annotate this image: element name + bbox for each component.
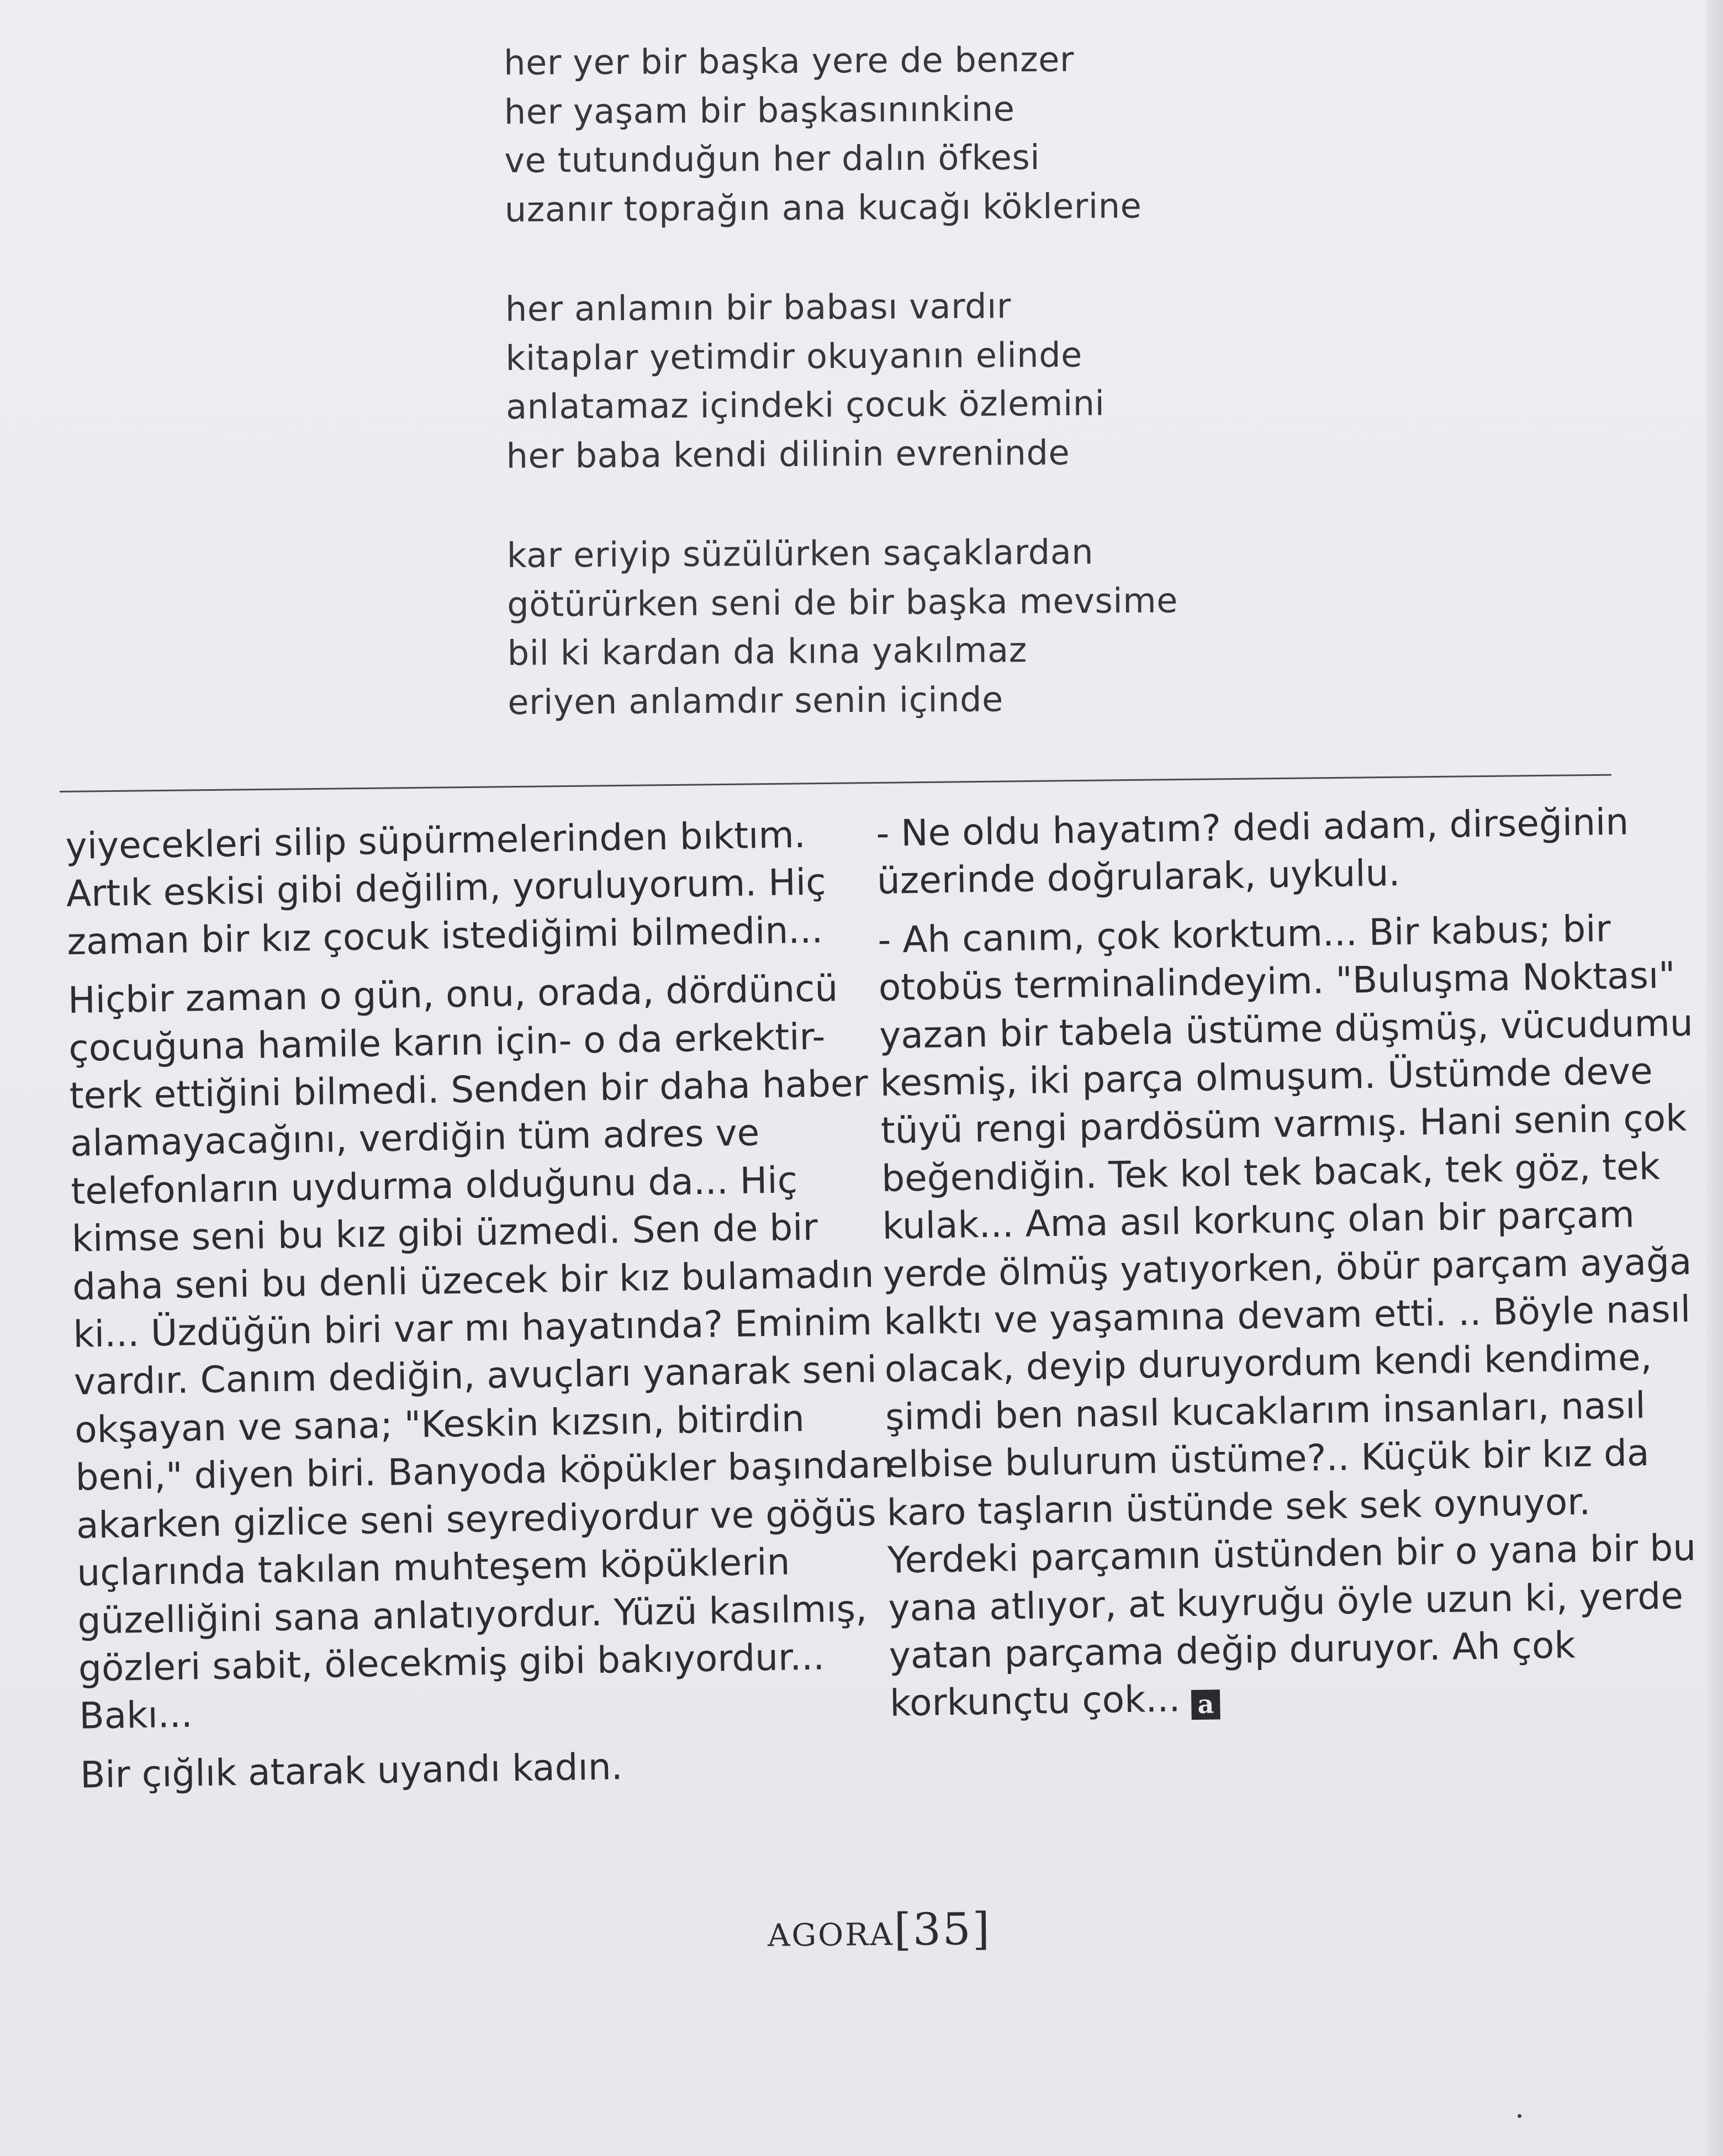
poem-line: ve tutunduğun her dalın öfkesi [504,137,1040,181]
text-line: kesmiş, iki parça olmuşum. Üstümde deve [879,1049,1653,1105]
poem-line: eriyen anlamdır senin içinde [508,678,1004,722]
text-line: Bakı... [78,1693,193,1738]
text-line: alamayacağını, verdiğin tüm adres ve [70,1111,760,1165]
text-line: vardır. Canım dediğin, avuçları yanarak seni [73,1348,878,1404]
magazine-name: agora [767,1904,895,1957]
text-line: üzerinde doğrularak, uykulu. [876,852,1400,903]
section-divider-rule [60,774,1611,792]
story-columns [65,797,1696,1796]
poem-line: her yaşam bir başkasınınkine [504,88,1015,132]
text-line: çocuğuna hamile karın için- o da erkektir- [68,1015,826,1070]
right-column [876,797,1696,1738]
poem-line: götürürken seni de bir başka mevsime [507,580,1178,625]
paper-speck [1518,2114,1521,2118]
text-line: gözleri sabit, ölecekmiş gibi bakıyordur... [78,1635,825,1690]
text-line: elbise bulurum üstüme?.. Küçük bir kız da [885,1431,1650,1487]
poem-line: her anlamın bir babası vardır [505,286,1012,329]
paragraph [67,965,895,1741]
text-line: Bir çığlık atarak uyandı kadın. [80,1745,623,1796]
text-line: kalktı ve yaşamına devam etti. .. Böyle nasıl [883,1287,1691,1343]
poem-line: her baba kendi dilinin evreninde [506,432,1070,476]
text-line: kimse seni bu kız gibi üzmedi. Sen de bir [71,1206,818,1261]
text-line: tüyü rengi pardösüm varmış. Hani senin çok [880,1097,1687,1153]
text-line: korkunçtu çok... [889,1677,1181,1725]
text-line: kulak... Ama asıl korkunç olan bir parçam [882,1193,1635,1248]
text-line: zaman bir kız çocuk istediğimi bilmedin... [66,908,823,963]
text-line: Artık eskisi gibi değilim, yoruluyorum. Hiç [66,860,826,916]
paragraph [80,1739,875,1799]
page-edge [1706,0,1723,2156]
poem-line: anlatamaz içindeki çocuk özlemini [505,383,1105,427]
poem-line: kar eriyip süzülürken saçaklardan [506,531,1094,575]
text-line: uçlarında takılan muhteşem köpüklerin [76,1540,790,1594]
poem-stanza-2 [505,280,1280,480]
poem-line: uzanır toprağın ana kucağı köklerine [504,185,1142,230]
paragraph [876,797,1684,906]
text-line: Hiçbir zaman o gün, onu, orada, dördüncü [67,967,838,1022]
paragraph [65,810,863,966]
text-line: akarken gizlice seni seyrediyordur ve göğüs [76,1491,877,1547]
poem-line: bil ki kardan da kına yakılmaz [507,630,1028,673]
text-line: otobüs terminalindeyim. "Buluşma Noktası" [878,954,1676,1010]
text-line: güzelliğini sana anlatıyordur. Yüzü kasılmış, [77,1587,868,1642]
text-line: daha seni bu denli üzecek bir kız bulamadın [72,1253,875,1308]
end-of-article-icon: a [1191,1690,1220,1720]
text-line: şimdi ben nasıl kucaklarım insanları, nasıl [885,1384,1646,1439]
text-line: telefonların uydurma olduğunu da... Hiç [70,1159,798,1213]
poem-line: her yer bir başka yere de benzer [504,39,1075,83]
text-line: karo taşların üstünde sek sek oynuyor. [886,1480,1591,1534]
text-line: beni," diyen biri. Banyoda köpükler başından [75,1443,895,1499]
paragraph [878,904,1696,1728]
text-line: beğendiğin. Tek kol tek bacak, tek göz, tek [881,1145,1661,1200]
poem-line: kitaplar yetimdir okuyanın elinde [505,334,1083,378]
text-line: Yerdeki parçamın üstünden bir o yana bir bu [887,1526,1696,1582]
page-footer [768,1903,992,1957]
text-line: yana atlıyor, at kuyruğu öyle uzun ki, yerde [887,1574,1684,1630]
text-line: yatan parçama değip duruyor. Ah çok [889,1624,1576,1677]
text-line: ki... Üzdüğün biri var mı hayatında? Eminim [72,1301,873,1356]
page-number: [35] [894,1903,992,1956]
poem-stanza-1 [504,34,1278,234]
text-line: - Ah canım, çok korktum... Bir kabus; bir [877,907,1611,961]
text-line: yerde ölmüş yatıyorken, öbür parçam ayağa [882,1240,1692,1296]
text-line: yiyecekleri silip süpürmelerinden bıktım. [65,813,806,868]
text-line: terk ettiğini bilmedi. Senden bir daha haber [69,1062,869,1117]
text-line: olacak, deyip duruyordum kendi kendime, [884,1336,1653,1391]
text-line: okşayan ve sana; "Keskin kızsın, bitirdin [74,1397,805,1451]
text-line: yazan bir tabela üstüme düşmüş, vücudumu [879,1001,1694,1057]
left-column [65,810,895,1810]
text-line: - Ne oldu hayatım? dedi adam, dirseğinin [875,800,1629,855]
poem [504,34,1281,778]
poem-stanza-3 [506,526,1281,727]
